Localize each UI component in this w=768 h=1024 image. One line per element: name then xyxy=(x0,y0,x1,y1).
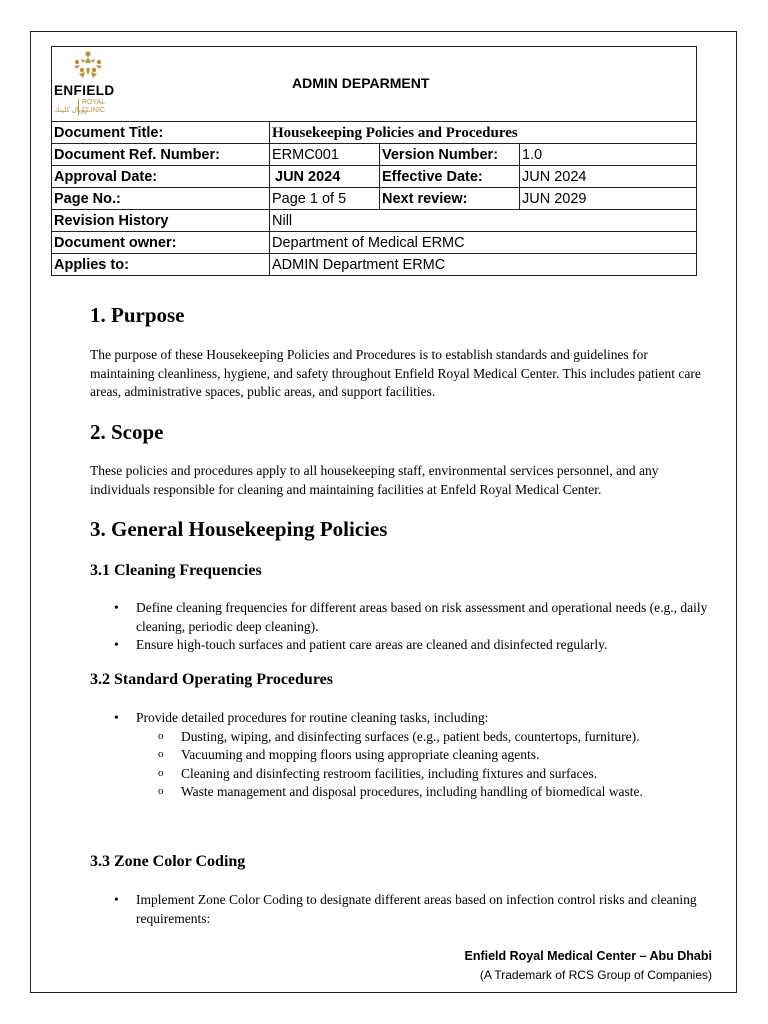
cleaning-frequencies-list xyxy=(110,599,710,655)
cleaning-frequencies-heading: 3.1 Cleaning Frequencies xyxy=(90,562,262,579)
logo-clinic-text: CLINIC xyxy=(81,107,105,114)
footer-organization: Enfield Royal Medical Center – Abu Dhabi xyxy=(464,949,712,963)
zone-color-coding-list xyxy=(110,891,710,928)
page-number-label: Page No.: xyxy=(52,188,270,210)
doc-title-label: Document Title: xyxy=(52,122,270,144)
list-item: • Ensure high-touch surfaces and patient care areas are cleaned and disinfected regularly. xyxy=(110,636,710,655)
sop-heading: 3.2 Standard Operating Procedures xyxy=(90,671,333,688)
zone-color-coding-heading: 3.3 Zone Color Coding xyxy=(90,853,246,870)
logo-cell xyxy=(52,47,697,122)
next-review-value: JUN 2029 xyxy=(520,188,697,210)
revision-history-value: Nill xyxy=(270,210,697,232)
sub-list-item: o Cleaning and disinfecting restroom facilities, including fixtures and surfaces. xyxy=(136,765,710,784)
effective-date-label: Effective Date: xyxy=(380,166,520,188)
effective-date-value: JUN 2024 xyxy=(520,166,697,188)
logo-royal-text: ROYAL xyxy=(81,99,106,106)
doc-title-value: Housekeeping Policies and Procedures xyxy=(270,122,697,144)
document-owner-value: Department of Medical ERMC xyxy=(270,232,697,254)
footer-trademark: (A Trademark of RCS Group of Companies) xyxy=(479,968,712,982)
purpose-paragraph: The purpose of these Housekeeping Policies and Procedures is to establish standards and guidelines for maintaining cleanliness, hygiene, and safety throughout Enfield Royal Medical Center. This includes patient care areas, administrative spaces, public areas, and support facilities. xyxy=(90,347,701,399)
list-item xyxy=(110,709,710,802)
applies-to-value: ADMIN Department ERMC xyxy=(270,254,697,276)
sop-sub-list xyxy=(136,728,710,802)
document-owner-label: Document owner: xyxy=(52,232,270,254)
logo-wordmark: ENFIELD xyxy=(54,83,115,98)
sop-intro-text: Provide detailed procedures for routine cleaning tasks, including: xyxy=(136,710,489,725)
sub-list-item: o Vacuuming and mopping floors using appropriate cleaning agents. xyxy=(136,746,710,765)
scope-paragraph: These policies and procedures apply to all housekeeping staff, environmental services personnel, and any individuals responsible for cleaning and maintaining facilities at Enfeld Royal Medical Center. xyxy=(90,463,659,497)
revision-history-label: Revision History xyxy=(52,210,270,232)
department-title: ADMIN DEPARMENT xyxy=(292,75,430,91)
list-item: • Implement Zone Color Coding to designate different areas based on infection control risks and cleaning requirements: xyxy=(110,891,710,928)
version-label: Version Number: xyxy=(380,144,520,166)
purpose-heading: 1. Purpose xyxy=(90,303,185,327)
list-item: • Define cleaning frequencies for different areas based on risk assessment and operational needs (e.g., daily cleaning, periodic deep cleaning). xyxy=(110,599,710,636)
scope-heading: 2. Scope xyxy=(90,420,164,444)
logo-arabic-text: رويال كلينك xyxy=(54,107,88,114)
approval-date-label: Approval Date: xyxy=(52,166,270,188)
next-review-label: Next review: xyxy=(380,188,520,210)
ref-number-value: ERMC001 xyxy=(270,144,380,166)
document-header-table xyxy=(51,46,697,276)
general-policies-heading: 3. General Housekeeping Policies xyxy=(90,517,388,541)
approval-date-value: JUN 2024 xyxy=(270,166,380,188)
sub-list-item: o Dusting, wiping, and disinfecting surfaces (e.g., patient beds, countertops, furniture). xyxy=(136,728,710,747)
sub-list-item: o Waste management and disposal procedures, including handling of biomedical waste. xyxy=(136,783,710,802)
version-value: 1.0 xyxy=(520,144,697,166)
ref-number-label: Document Ref. Number: xyxy=(52,144,270,166)
logo-subtitle xyxy=(54,99,105,115)
sop-list xyxy=(110,709,710,802)
applies-to-label: Applies to: xyxy=(52,254,270,276)
page-number-value: Page 1 of 5 xyxy=(270,188,380,210)
enfield-logo-icon xyxy=(68,50,108,82)
